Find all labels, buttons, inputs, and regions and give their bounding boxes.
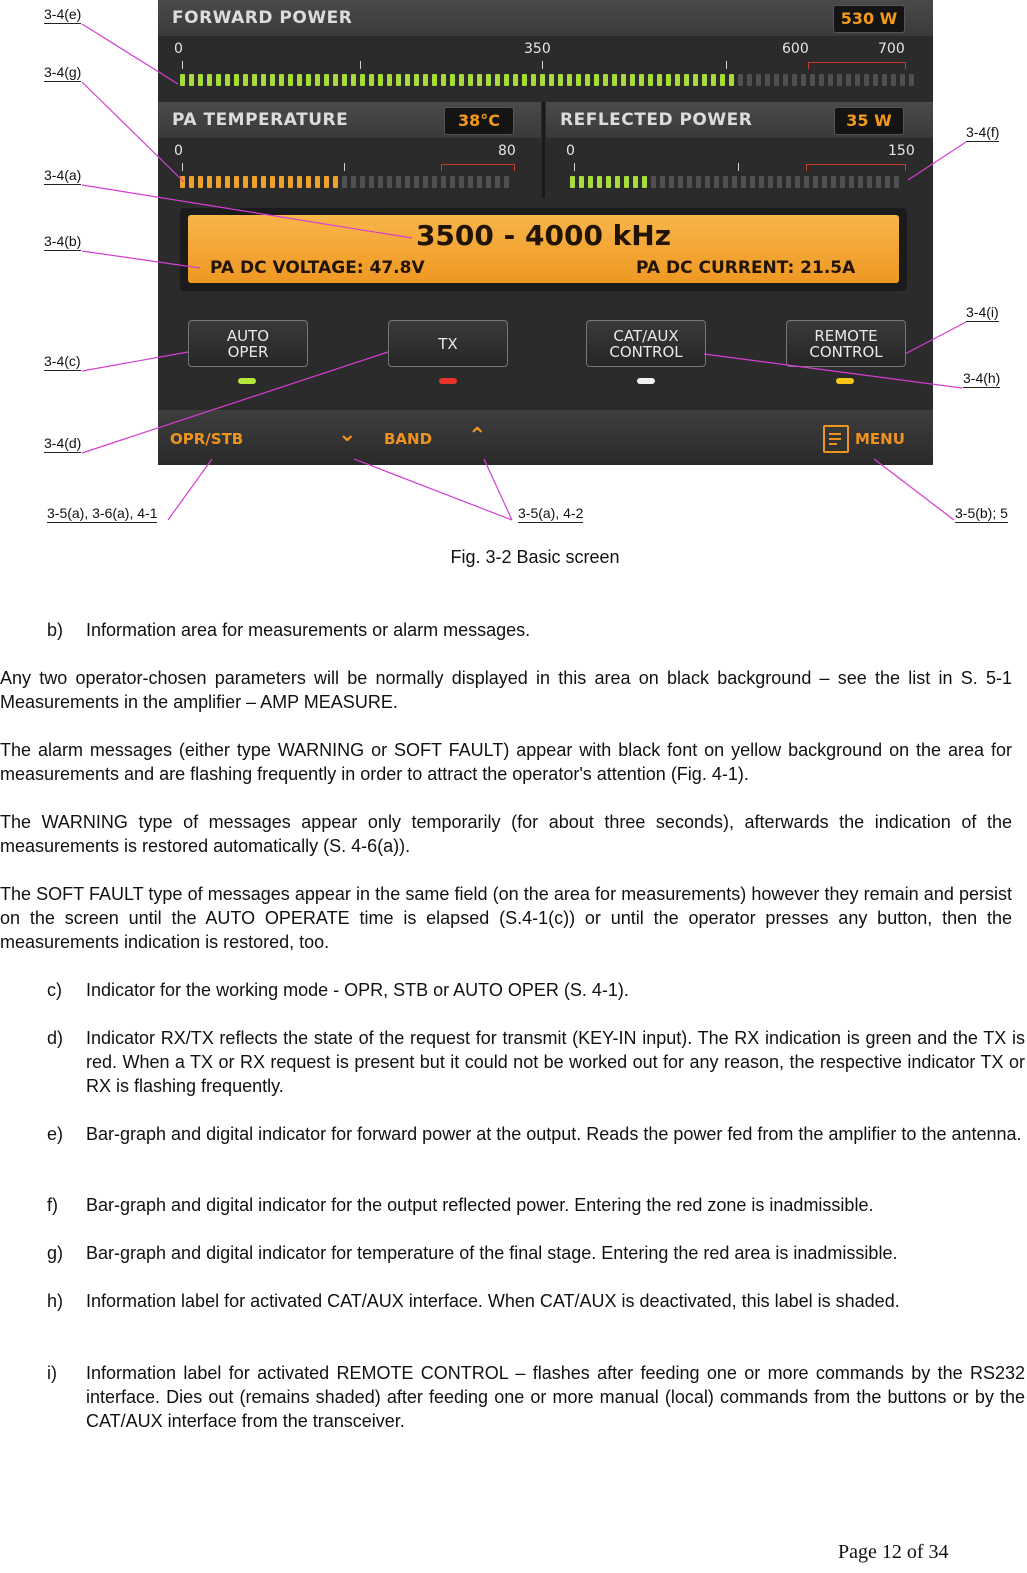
remote-label-2: CONTROL [809, 342, 883, 361]
line-menu [874, 459, 954, 520]
item-f-label: f) [47, 1195, 58, 1215]
item-f-text: Bar-graph and digital indicator for the output reflected power. Entering the red zone is inadmissible. [86, 1195, 874, 1215]
callout-g: 3-4(g) [44, 64, 82, 80]
forward-tick-700: 700 [878, 41, 905, 57]
cat-aux-label-2: CONTROL [609, 342, 683, 361]
callout-e: 3-4(e) [44, 6, 82, 22]
callout-band: 3-5(a), 4-2 [518, 505, 584, 521]
basic-screen-figure [0, 0, 1027, 530]
figure-caption: Fig. 3-2 Basic screen [450, 547, 620, 567]
temp-tick-0: 0 [174, 143, 183, 159]
item-e-label: e) [47, 1124, 64, 1144]
item-h-text: Information label for activated CAT/AUX interface. When CAT/AUX is deactivated, this label is shaded. [86, 1291, 900, 1311]
item-b-text: Information area for measurements or alarm messages. [86, 620, 531, 640]
band-down-icon[interactable]: ⌄ [338, 422, 357, 447]
band-label: BAND [384, 430, 433, 448]
item-d-text: Indicator RX/TX reflects the state of the request for transmit (KEY-IN input). The RX indication is green and the TX is red. When a TX or RX request is present but it could not be worked out for any reason, the respective indicator TX or RX is flashing frequently. [86, 1028, 1025, 1096]
item-g-label: g) [47, 1243, 64, 1263]
line-g [82, 82, 184, 182]
band-up-icon[interactable]: ⌃ [468, 424, 487, 449]
callout-i: 3-4(i) [966, 304, 999, 320]
forward-tick-600: 600 [782, 41, 809, 57]
line-e [82, 24, 178, 84]
frequency-range: 3500 - 4000 kHz [415, 219, 672, 252]
refl-tick-0: 0 [566, 143, 575, 159]
cat-aux-label-1: CAT/AUX [613, 326, 679, 345]
item-c-label: c) [47, 980, 62, 1000]
forward-tick-350: 350 [524, 41, 551, 57]
paragraph-2: The alarm messages (either type WARNING or SOFT FAULT) appear with black font on yellow background on the area for measurements and are flashing frequently in order to attract the operator's attention (Fig. 4-1). [0, 740, 1012, 784]
line-i [905, 322, 966, 354]
callout-opr: 3-5(a), 3-6(a), 4-1 [47, 505, 158, 521]
tx-label: TX [438, 334, 458, 353]
paragraph-3: The WARNING type of messages appear only temporarily (for about three seconds), afterwards the indication of the measurements is restored automatically (S. 4-6(a)). [0, 812, 1012, 856]
line-b [82, 251, 200, 268]
forward-power-title: FORWARD POWER [172, 8, 353, 28]
pa-dc-voltage: PA DC VOLTAGE: 47.8V [210, 258, 425, 278]
forward-power-value: 530 W [833, 5, 905, 33]
pa-temperature-value: 38°C [444, 107, 514, 135]
line-d [82, 352, 388, 453]
item-g-text: Bar-graph and digital indicator for temperature of the final stage. Entering the red area is inadmissible. [86, 1243, 898, 1263]
item-i-text: Information label for activated REMOTE CONTROL – flashes after feeding one or more commands by the RS232 interface. Dies out (remains shaded) after feeding one or more manual (local) commands from the buttons or by the CAT/AUX interface from the transceiver. [86, 1363, 1025, 1431]
line-a [82, 185, 412, 238]
auto-oper-label-2: OPER [227, 342, 269, 361]
pa-dc-current: PA DC CURRENT: 21.5A [636, 258, 856, 278]
menu-button[interactable]: MENU [855, 430, 905, 448]
auto-oper-label-1: AUTO [226, 326, 270, 345]
callout-f: 3-4(f) [966, 124, 1000, 140]
line-c [82, 352, 188, 371]
line-h [704, 354, 962, 388]
callout-h: 3-4(h) [963, 370, 1001, 386]
page-number: Page 12 of 34 [838, 1541, 949, 1563]
line-opr [168, 459, 212, 520]
temp-tick-80: 80 [498, 143, 516, 159]
forward-tick-0: 0 [174, 41, 183, 57]
item-d-label: d) [47, 1028, 64, 1048]
paragraph-1: Any two operator-chosen parameters will be normally displayed in this area on black background – see the list in S. 5-1 Measurements in the amplifier – AMP MEASURE. [0, 668, 1012, 712]
callout-c: 3-4(c) [44, 353, 81, 369]
item-c-text: Indicator for the working mode - OPR, STB or AUTO OPER (S. 4-1). [86, 980, 629, 1000]
reflected-power-title: REFLECTED POWER [560, 110, 753, 130]
refl-tick-150: 150 [888, 143, 915, 159]
callout-lines [0, 0, 1027, 530]
callout-b: 3-4(b) [44, 233, 82, 249]
remote-label-1: REMOTE [814, 326, 878, 345]
item-b-label: b) [47, 620, 64, 640]
callout-d: 3-4(d) [44, 435, 82, 451]
pa-temperature-title: PA TEMPERATURE [172, 110, 349, 130]
opr-stb-button[interactable]: OPR/STB [170, 430, 244, 448]
item-e-text: Bar-graph and digital indicator for forward power at the output. Reads the power fed from the amplifier to the antenna. [86, 1124, 1022, 1144]
item-i-label: i) [47, 1363, 57, 1383]
line-f [908, 142, 966, 180]
reflected-power-value: 35 W [834, 107, 904, 135]
paragraph-4: The SOFT FAULT type of messages appear in the same field (on the area for measurements) however they remain and persist on the screen until the AUTO OPERATE time is elapsed (S.4-1(c)) or until the operator presses any button, then the measurements indication is restored, too. [0, 884, 1012, 952]
item-h-label: h) [47, 1291, 64, 1311]
callout-menu: 3-5(b); 5 [955, 505, 1008, 521]
callout-a: 3-4(a) [44, 167, 82, 183]
